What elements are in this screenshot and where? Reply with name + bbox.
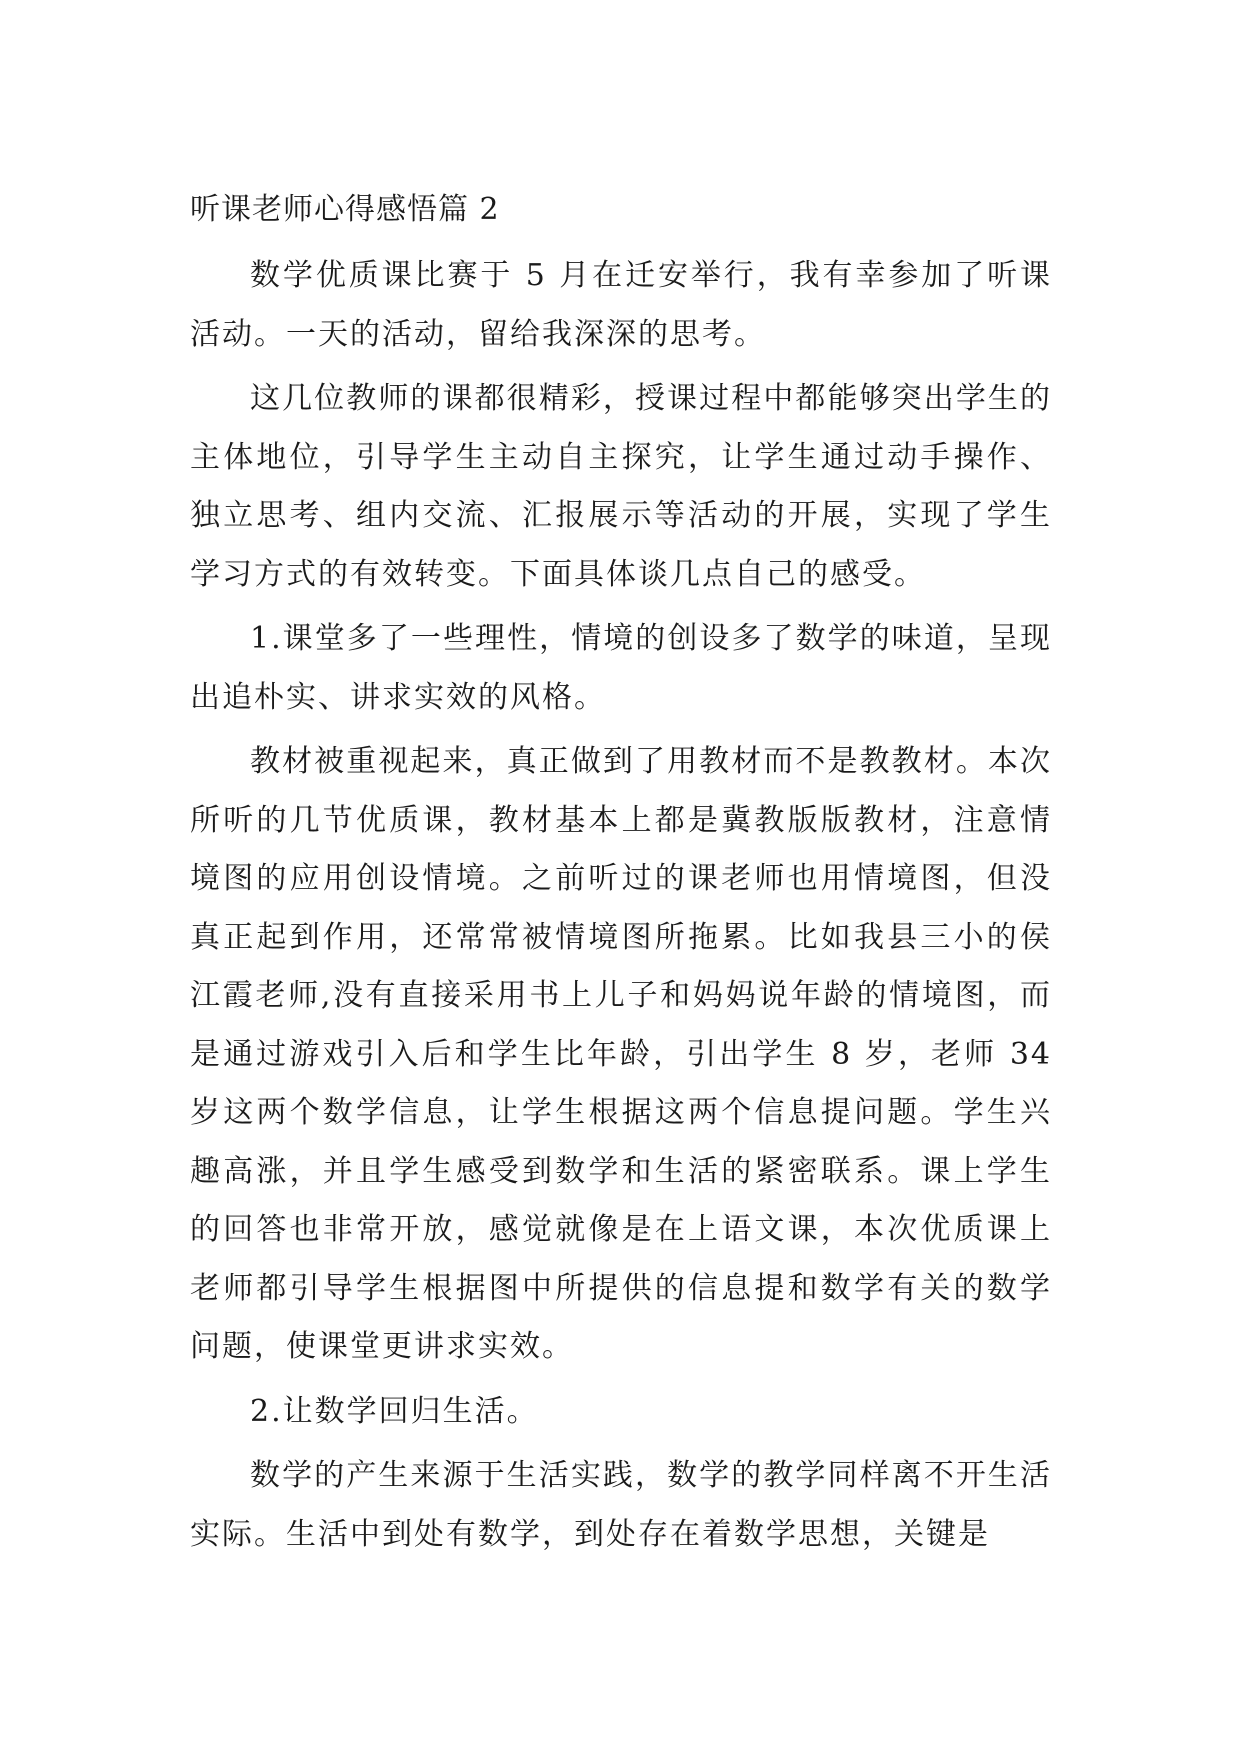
paragraph-point-2-body: 数学的产生来源于生活实践，数学的教学同样离不开生活实际。生活中到处有数学，到处存在着数学思想，关键是 xyxy=(190,1458,1052,1552)
document-title: 听课老师心得感悟篇 2 xyxy=(190,192,500,227)
paragraph-intro: 数学优质课比赛于 5 月在迁安举行，我有幸参加了听课活动。一天的活动，留给我深深的思考。 xyxy=(190,258,1052,352)
document-body xyxy=(190,183,1052,1570)
paragraph-point-1-body: 教材被重视起来，真正做到了用教材而不是教教材。本次所听的几节优质课，教材基本上都是冀教版版教材，注意情境图的应用创设情境。之前听过的课老师也用情境图，但没真正起到作用，还常常被情境图所拖累。比如我县三小的侯江霞老师,没有直接采用书上儿子和妈妈说年龄的情境图，而是通过游戏引入后和学生比年龄，引出学生 8 岁，老师 34 岁这两个数学信息，让学生根据这两个信息提问题。学生兴趣高涨，并且学生感受到数学和生活的紧密联系。课上学生的回答也非常开放，感觉就像是在上语文课，本次优质课上老师都引导学生根据图中所提供的信息提和数学有关的数学问题，使课堂更讲求实效。 xyxy=(190,744,1052,1364)
paragraph-point-2-heading: 2.让数学回归生活。 xyxy=(250,1393,539,1429)
paragraph-point-1-heading: 1.课堂多了一些理性，情境的创设多了数学的味道，呈现出追朴实、讲求实效的风格。 xyxy=(190,621,1052,715)
paragraph-observations: 这几位教师的课都很精彩，授课过程中都能够突出学生的主体地位，引导学生主动自主探究，让学生通过动手操作、独立思考、组内交流、汇报展示等活动的开展，实现了学生学习方式的有效转变。下面具体谈几点自己的感受。 xyxy=(190,381,1052,592)
